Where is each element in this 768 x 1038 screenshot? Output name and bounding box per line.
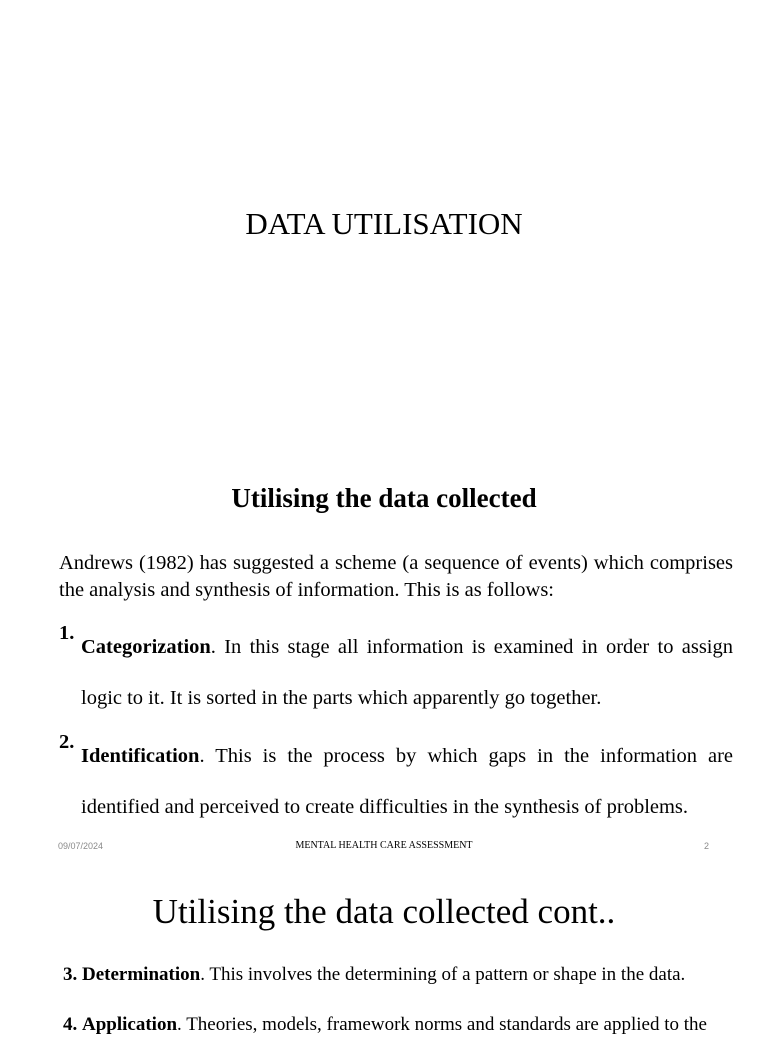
- footer-page-number: 2: [704, 841, 710, 851]
- list-item-text: . In this stage all information is examined in order to assign logic to it. It is sorted in the parts which apparently go together.: [81, 636, 733, 709]
- list-item: [63, 962, 733, 988]
- slide-title: DATA UTILISATION: [245, 206, 523, 241]
- list-item-body: [81, 731, 733, 833]
- list-item: [63, 1012, 738, 1038]
- list-item-text: . This is the process by which gaps in the information are identified and perceived to create difficulties in the synthesis of problems.: [81, 745, 733, 818]
- list-item-text: . This involves the determining of a pattern or shape in the data.: [200, 964, 686, 985]
- list-item-number: 2.: [59, 731, 75, 753]
- list-item-term: Categorization: [81, 636, 211, 658]
- list-item-number: 3.: [63, 964, 78, 985]
- slide-heading: Utilising the data collected cont..: [152, 892, 616, 931]
- footer-title: MENTAL HEALTH CARE ASSESSMENT: [295, 840, 473, 851]
- list-item: [59, 731, 733, 833]
- list-item-number: 1.: [59, 622, 75, 644]
- list-item-term: Identification: [81, 745, 200, 767]
- intro-paragraph: Andrews (1982) has suggested a scheme (a sequence of events) which comprises the analysis and synthesis of information. This is as follows:: [59, 552, 733, 601]
- list-item-term: Determination: [82, 964, 201, 985]
- list-item-number: 4.: [63, 1014, 78, 1035]
- footer-date: 09/07/2024: [58, 841, 104, 851]
- list-item-text: . Theories, models, framework norms and standards are applied to the: [177, 1014, 707, 1035]
- section-heading: Utilising the data collected: [231, 483, 537, 513]
- list-item: [59, 622, 733, 724]
- list-item-term: Application: [82, 1014, 178, 1035]
- list-item-body: [81, 622, 733, 724]
